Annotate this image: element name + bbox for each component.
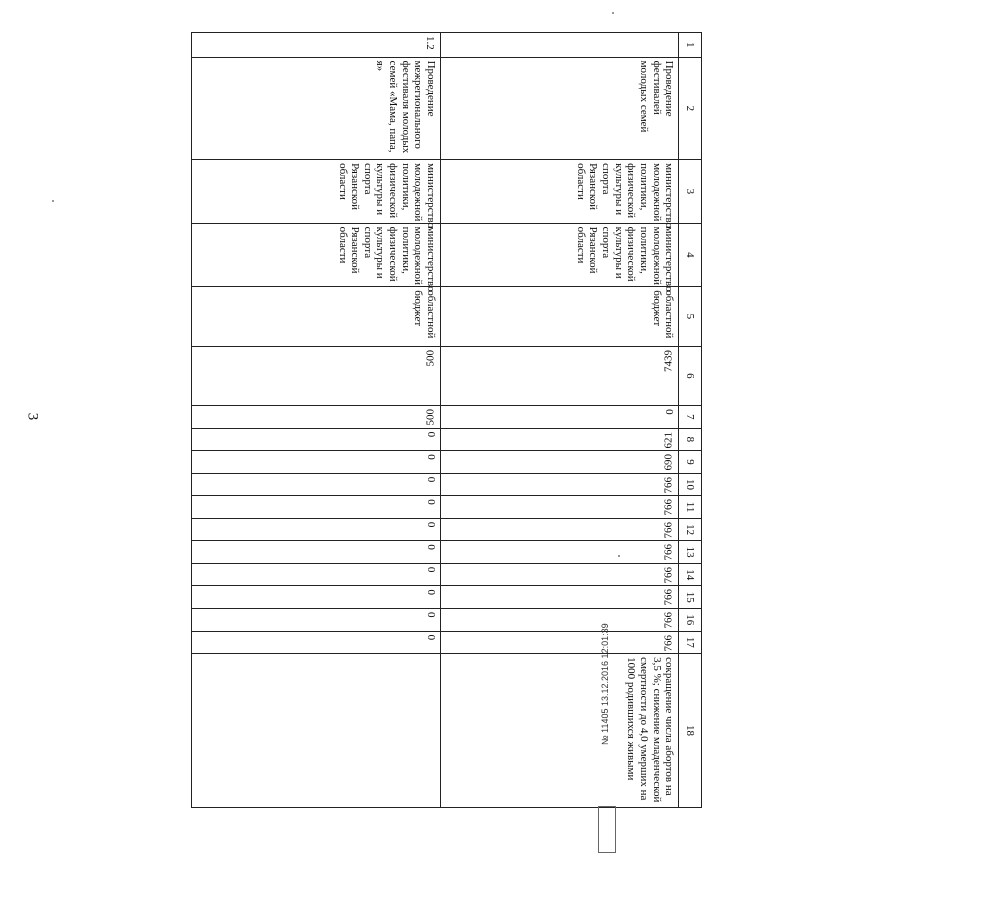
value-cell: 0 [192,428,441,451]
coexecutor-cell: министерство молодежной политики, физической культуры и спорта Рязанской области [192,223,441,287]
header-cell: 12 [679,518,702,541]
value-cell: 0 [192,586,441,609]
header-cell: 2 [679,57,702,160]
value-cell: 0 [192,518,441,541]
table-row [192,33,441,808]
value-text: 766 [662,589,675,606]
value-cell: 0 [441,406,679,429]
header-cell: 9 [679,451,702,474]
value-cell [441,609,679,632]
value-cell [441,518,679,541]
scan-speck [612,12,614,14]
value-cell [192,406,441,429]
header-cell: 14 [679,563,702,586]
value-text: 766 [662,566,675,584]
header-cell: 16 [679,609,702,632]
value-cell [441,563,679,586]
value-cell: 0 [192,563,441,586]
scan-speck [52,200,54,202]
value-cell [441,631,679,654]
value-cell [441,473,679,496]
header-cell: 8 [679,428,702,451]
value-text: 766 [662,612,675,629]
value-cell [441,541,679,564]
header-cell: 1 [679,33,702,58]
page-number: 3 [24,412,41,421]
value-text: 500 [424,409,437,426]
header-cell: 3 [679,160,702,224]
value-cell: 0 [192,496,441,519]
value-text: 7439 [662,349,675,372]
measure-name: Проведение межрегионального фестиваля молодых семей «Мама, папа, я» [192,57,441,160]
header-cell: 6 [679,346,702,405]
value-text: 766 [662,476,675,494]
funding-source: областной бюджет [441,287,679,346]
header-cell: 7 [679,406,702,429]
value-cell: 0 [192,609,441,632]
value-cell: 0 [192,541,441,564]
expected-result: сокращение числа абортов на 3,5 %; снижение младенческой смертности до 4,0 умерших на 1000 родившихся живыми [441,654,679,808]
program-table [191,32,702,808]
value-text: 766 [662,634,675,652]
registration-footer: № 11405 13.12.2016 12:01:39 [600,623,610,745]
header-cell: 15 [679,586,702,609]
header-row [679,33,702,808]
executor-cell: министерство молодежной политики, физической культуры и спорта Рязанской области [441,160,679,224]
coexecutor-cell: министерство молодежной политики, физической культуры и спорта Рязанской области [441,223,679,287]
value-cell [441,451,679,474]
row-number [441,33,679,58]
value-text: 621 [662,431,675,449]
measure-name: Проведение фестивалей молодых семей [441,57,679,160]
value-cell [192,346,441,405]
expected-result [192,654,441,808]
value-text: 766 [662,499,675,516]
header-cell: 10 [679,473,702,496]
value-cell: 0 [192,451,441,474]
value-cell [441,496,679,519]
registration-stamp [598,806,616,853]
header-cell: 4 [679,223,702,287]
table-row [441,33,679,808]
value-text: 766 [662,544,675,561]
value-cell [441,428,679,451]
value-text: 500 [424,349,437,367]
header-cell: 18 [679,654,702,808]
funding-source: областной бюджет [192,287,441,346]
header-cell: 17 [679,631,702,654]
value-cell [441,346,679,405]
row-number: 1.2 [192,33,441,58]
header-cell: 11 [679,496,702,519]
header-cell: 5 [679,287,702,346]
value-text: 766 [662,521,675,539]
scan-speck [618,555,620,557]
value-cell: 0 [192,631,441,654]
value-cell [441,586,679,609]
header-cell: 13 [679,541,702,564]
executor-cell: министерство молодежной политики, физической культуры и спорта Рязанской области [192,160,441,224]
value-cell: 0 [192,473,441,496]
value-text: 690 [662,454,675,471]
